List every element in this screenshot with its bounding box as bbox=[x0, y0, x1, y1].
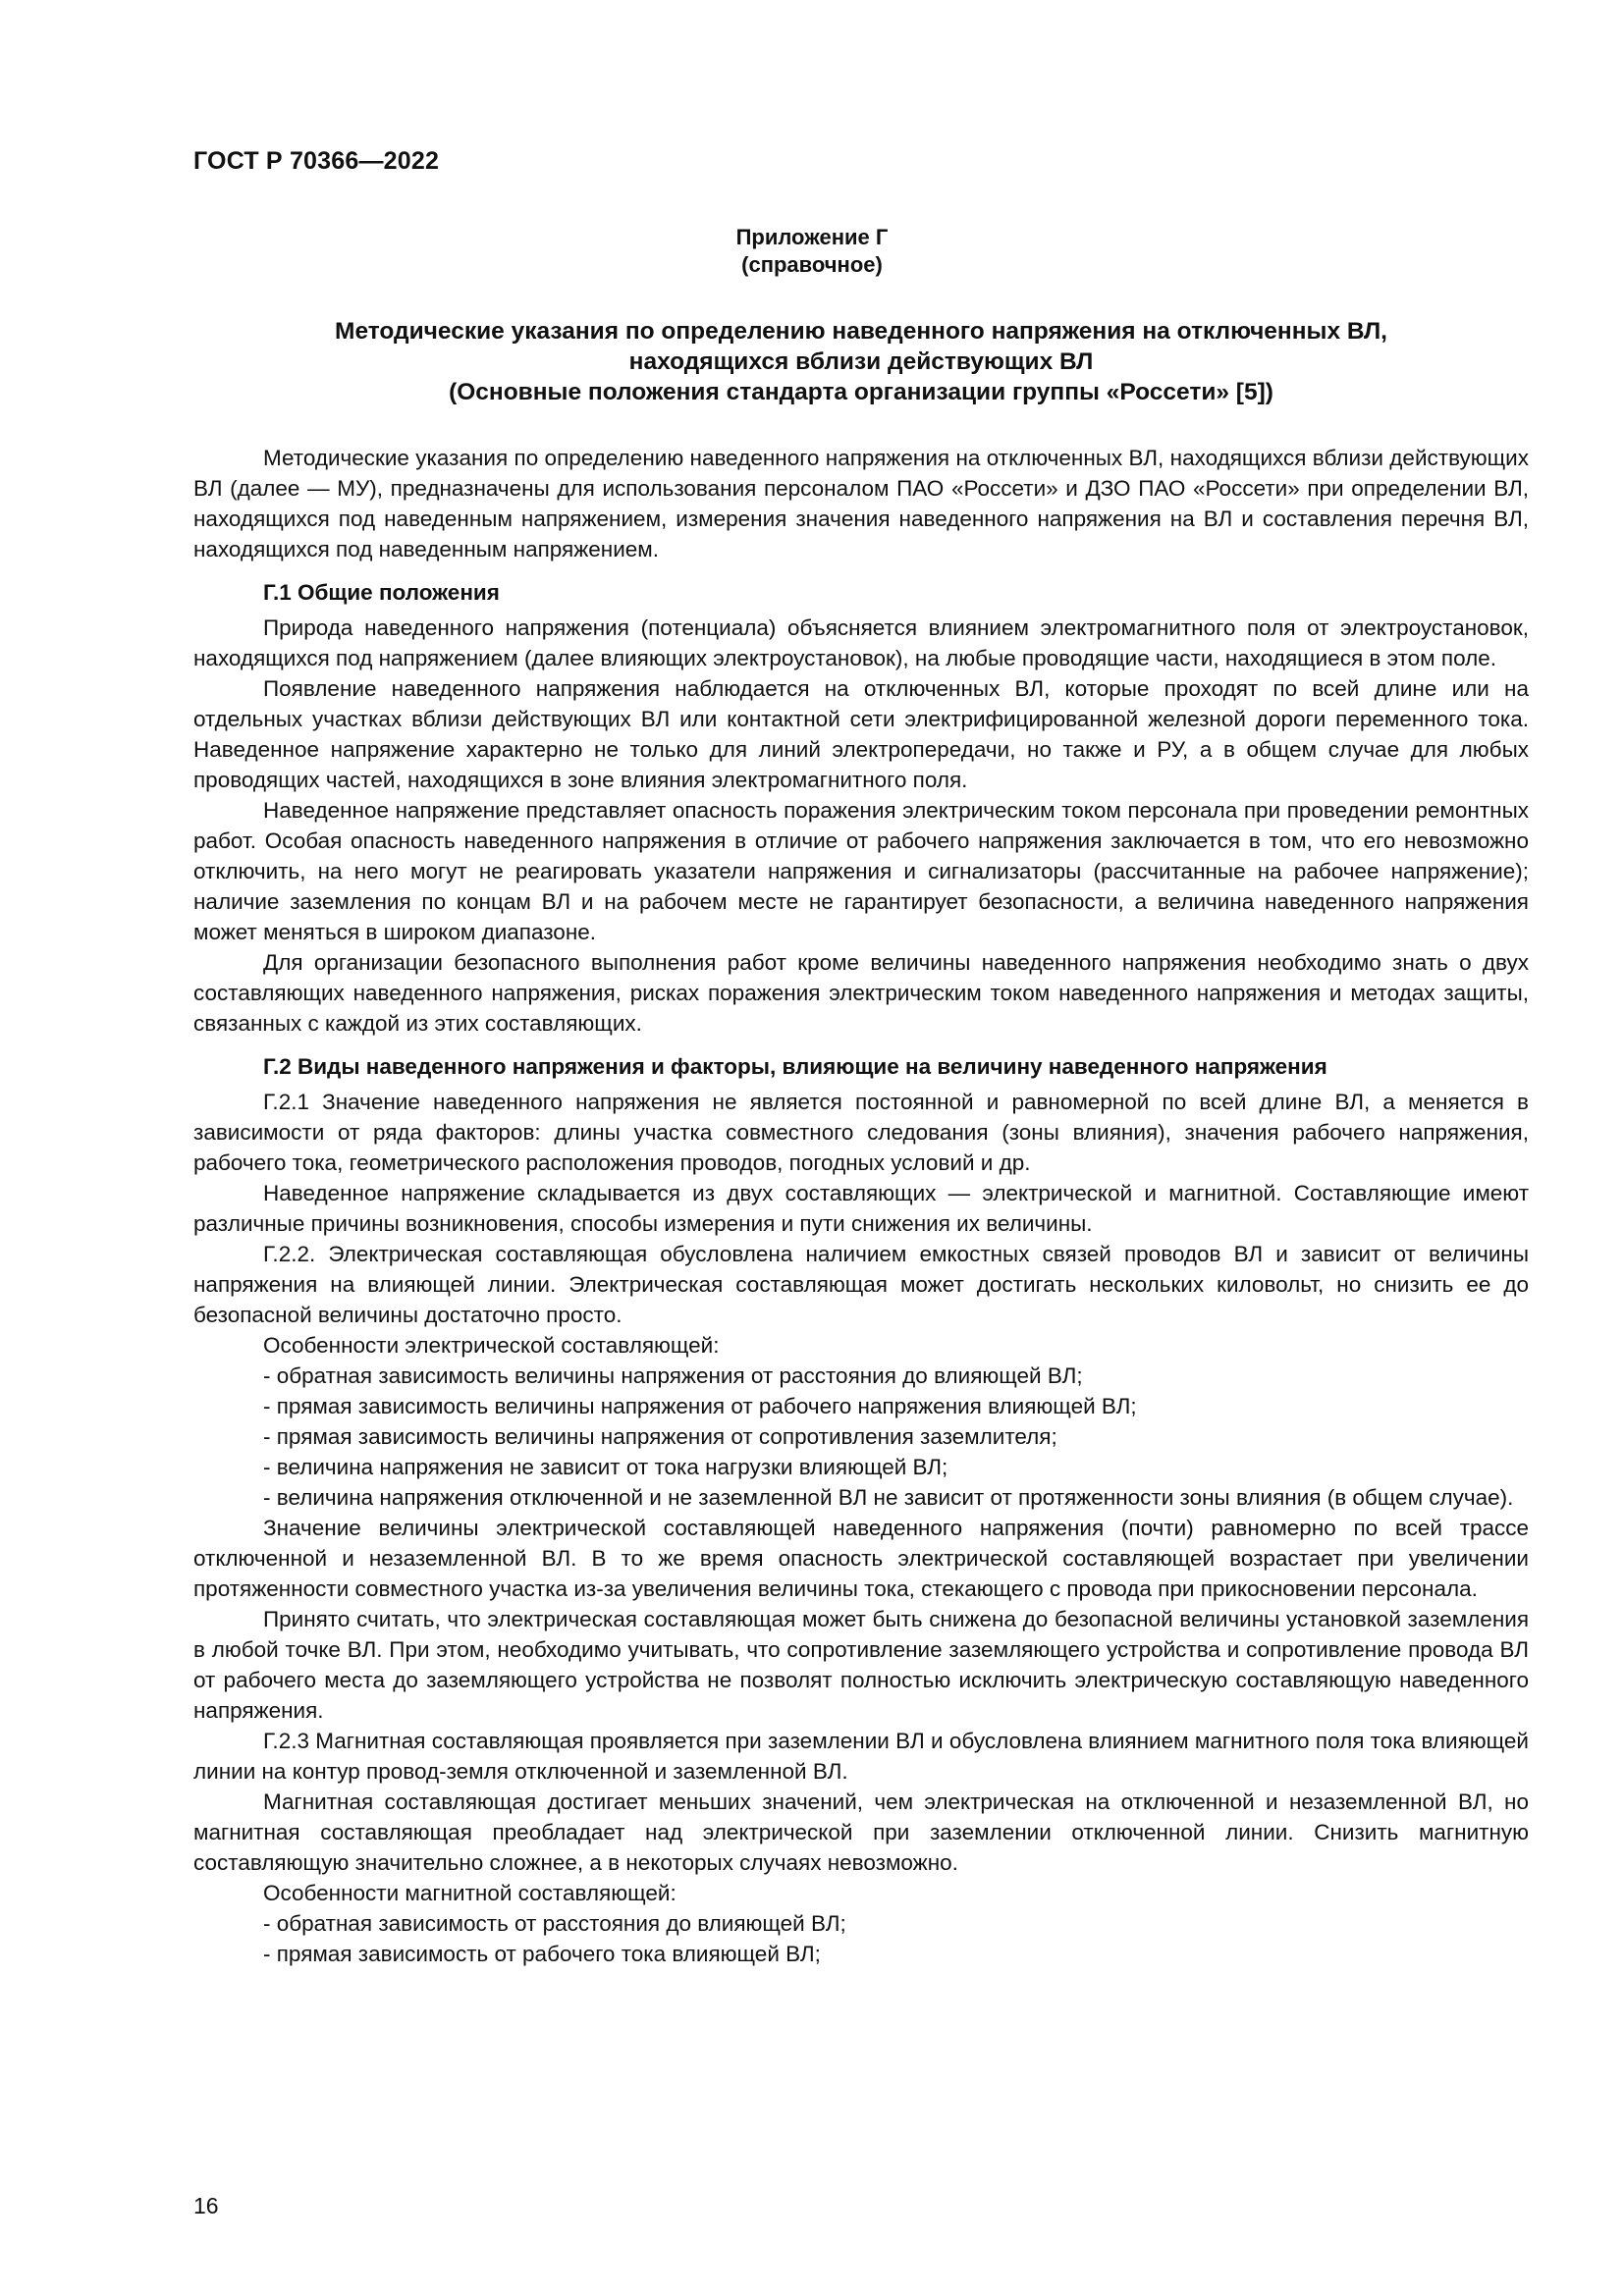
list-item: - прямая зависимость величины напряжения от сопротивления заземлителя; bbox=[263, 1424, 1057, 1449]
paragraph: Значение величины электрической составляющей наведенного напряжения (почти) равномерно по всей трассе отключенной и незаземленной ВЛ. В то же время опасность электрической составляющей возрастает при увеличении протяженности совместного участка из-за увеличения величины тока, стекающего с провода при прикосновении персонала. bbox=[193, 1516, 1529, 1601]
paragraph: Наведенное напряжение представляет опасность поражения электрическим током персонала при проведении ремонтных работ. Особая опасность наведенного напряжения в отличие от рабочего напряжения заключается в том, что его невозможно отключить, на него могут не реагировать указатели напряжения и сигнализаторы (рассчитанные на рабочее напряжение); наличие заземления по концам ВЛ и на рабочем месте не гарантирует безопасности, а величина наведенного напряжения может меняться в широком диапазоне. bbox=[193, 798, 1529, 944]
title-line-2: находящихся вблизи действующих ВЛ bbox=[628, 348, 1094, 375]
appendix-label: Приложение Г bbox=[735, 225, 889, 249]
title-line-3: (Основные положения стандарта организации группы «Россети» [5]) bbox=[449, 379, 1273, 405]
paragraph: Появление наведенного напряжения наблюдается на отключенных ВЛ, которые проходят по всей длине или на отдельных участках вблизи действующих ВЛ или контактной сети электрифицированной железной дороги переменного тока. Наведенное напряжение характерно не только для линий электропередачи, но также и РУ, а в общем случае для любых проводящих частей, находящихся в зоне влияния электромагнитного поля. bbox=[193, 676, 1529, 792]
list-title: Особенности магнитной составляющей: bbox=[263, 1881, 677, 1905]
intro-paragraph: Методические указания по определению наведенного напряжения на отключенных ВЛ, находящихся вблизи действующих ВЛ (далее — МУ), предназначены для использования персоналом ПАО «Россети» и ДЗО ПАО «Россети» при определении ВЛ, находящихся под наведенным напряжением, измерения значения наведенного напряжения на ВЛ и составления перечня ВЛ, находящихся под наведенным напряжением. bbox=[193, 446, 1529, 561]
list-item: - величина напряжения не зависит от тока нагрузки влияющей ВЛ; bbox=[263, 1455, 948, 1479]
list-item: - прямая зависимость величины напряжения от рабочего напряжения влияющей ВЛ; bbox=[263, 1394, 1137, 1418]
paragraph: Г.2.1 Значение наведенного напряжения не является постоянной и равномерной по всей длине ВЛ, а меняется в зависимости от ряда факторов: длины участка совместного следования (зоны влияния), значения рабочего напряжения, рабочего тока, геометрического расположения проводов, погодных условий и др. bbox=[193, 1090, 1529, 1175]
list-title: Особенности электрической составляющей: bbox=[263, 1333, 720, 1358]
paragraph: Принято считать, что электрическая составляющая может быть снижена до безопасной величины установкой заземления в любой точке ВЛ. При этом, необходимо учитывать, что сопротивление заземляющего устройства и сопротивление провода ВЛ от рабочего места до заземляющего устройства не позволят полностью исключить электрическую составляющую наведенного напряжения. bbox=[193, 1607, 1529, 1723]
appendix-title bbox=[193, 316, 1529, 407]
paragraph: Магнитная составляющая достигает меньших значений, чем электрическая на отключенной и незаземленной ВЛ, но магнитная составляющая преобладает над электрической при заземлении отключенной линии. Снизить магнитную составляющую значительно сложнее, а в некоторых случаях невозможно. bbox=[193, 1789, 1529, 1875]
title-line-1: Методические указания по определению наведенного напряжения на отключенных ВЛ, bbox=[335, 318, 1387, 345]
list-item: - обратная зависимость величины напряжения от расстояния до влияющей ВЛ; bbox=[263, 1363, 1083, 1388]
list-item: - обратная зависимость от расстояния до влияющей ВЛ; bbox=[263, 1911, 846, 1936]
list-item: - величина напряжения отключенной и не заземленной ВЛ не зависит от протяженности зоны влияния (в общем случае). bbox=[263, 1485, 1514, 1510]
document-body bbox=[193, 443, 1529, 1969]
document-header: ГОСТ Р 70366—2022 bbox=[193, 147, 440, 175]
paragraph: Для организации безопасного выполнения работ кроме величины наведенного напряжения необходимо знать о двух составляющих наведенного напряжения, рисках поражения электрическим током наведенного напряжения и методах защиты, связанных с каждой из этих составляющих. bbox=[193, 950, 1529, 1036]
list-item: - прямая зависимость от рабочего тока влияющей ВЛ; bbox=[263, 1942, 821, 1966]
section-heading: Г.1 Общие положения bbox=[263, 580, 500, 605]
appendix-type: (справочное) bbox=[741, 252, 883, 277]
section-heading: Г.2 Виды наведенного напряжения и факторы, влияющие на величину наведенного напряжения bbox=[263, 1054, 1327, 1079]
paragraph: Г.2.2. Электрическая составляющая обусловлена наличием емкостных связей проводов ВЛ и зависит от величины напряжения на влияющей линии. Электрическая составляющая может достигать нескольких киловольт, но снизить ее до безопасной величины достаточно просто. bbox=[193, 1242, 1529, 1327]
paragraph: Природа наведенного напряжения (потенциала) объясняется влиянием электромагнитного поля от электроустановок, находящихся под напряжением (далее влияющих электроустановок), на любые проводящие части, находящиеся в этом поле. bbox=[193, 615, 1529, 670]
paragraph: Г.2.3 Магнитная составляющая проявляется при заземлении ВЛ и обусловлена влиянием магнитного поля тока влияющей линии на контур провод-земля отключенной и заземленной ВЛ. bbox=[193, 1729, 1529, 1784]
paragraph: Наведенное напряжение складывается из двух составляющих — электрической и магнитной. Составляющие имеют различные причины возникновения, способы измерения и пути снижения их величины. bbox=[193, 1181, 1529, 1236]
page-number: 16 bbox=[193, 2193, 219, 2218]
